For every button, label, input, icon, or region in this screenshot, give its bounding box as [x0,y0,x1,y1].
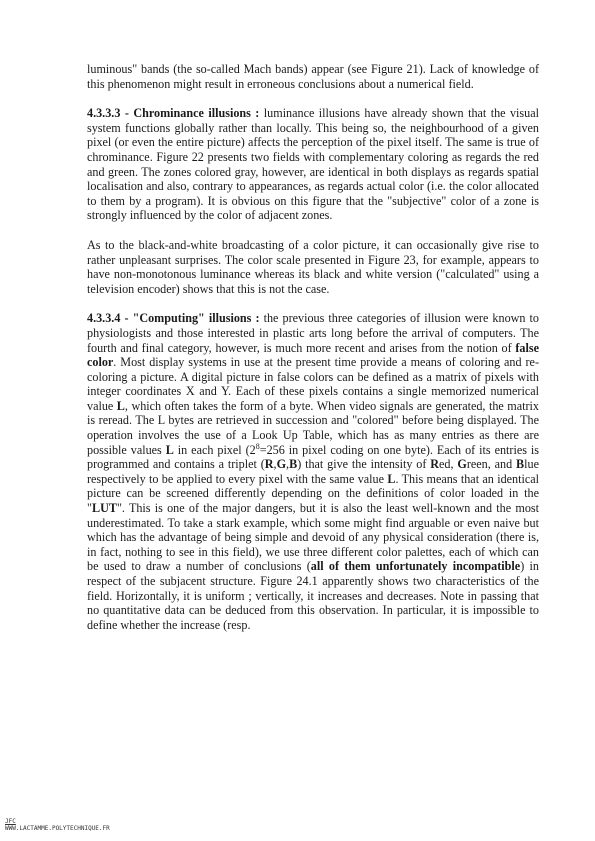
bold-text: Chrominance illusions : [133,106,260,121]
bold-text: "Computing" illusions : [132,311,260,326]
bold-text: LUT [91,501,117,516]
text-segment: , [273,457,277,472]
bold-text: 4.3.3.4 - [87,311,133,326]
text-segment: ) that give the intensity of [297,457,431,472]
bold-text: B [289,457,298,472]
text-segment: luminous" bands (the so-called Mach bands) appear (see Figure 21). Lack of knowledge of this phenomenon might result in erroneous conclusions about a numerical field. [87,62,539,91]
stamp-logo: JFC [5,818,16,825]
text-segment: ed, [439,457,458,472]
document-body [87,62,539,647]
text-segment: luminance illusions have already shown that the visual system functions globally rather than locally. This being so, the neighbourhood of a given pixel (or even the entire picture) affects the perception of the pixel itself. The same is true of chrominance. Figure 22 presents two fields with complementary coloring as regards the red and green. The zones colored gray, however, are identical in both displays as regards spatial localisation and also, contrary to appearances, as regards actual color (i.e. the color allocated to them by a program). It is obvious on this figure that the "subjective" color of a zone is strongly influenced by the color of adjacent zones. [87,106,539,223]
text-segment: As to the black-and-white broadcasting of a color picture, it can occasionally give rise to rather unpleasant surprises. The color scale presented in Figure 23, for example, appears to have non-monotonous luminance whereas its black and white version ("calculated" using a television encoder) shows that this is not the case. [87,237,539,296]
text-segment: . This means that an identical picture can be screened differently depending on the definitions of color loaded in the " [87,471,539,516]
text-segment: ". This is one of the major dangers, but it is also the least well-known and the most underestimated. To take a stark example, which some might find arguable or even naive but which has the advantage of being simple and devoid of any physical consideration (there is, in fact, nothing to see in this field), we use three different color palettes, each of which can be used to draw a number of conclusions ( [87,501,539,574]
bold-text: 4.3.3.3 - [87,106,134,121]
text-segment: , [286,457,290,472]
paragraph [87,62,539,91]
paragraph [87,238,539,296]
stamp-url: WWW.LACTAMME.POLYTECHNIQUE.FR [5,825,110,832]
bold-text: R [430,457,440,472]
superscript-text: 8 [255,441,260,451]
text-segment: =256 in pixel coding on one byte). Each of its entries is programmed and contains a triplet ( [87,442,539,472]
bold-text: L [165,442,174,457]
bold-text: G [276,457,287,472]
text-segment: lue respectively to be applied to every pixel with the same value [87,457,539,486]
text-segment: . Most display systems in use at the present time provide a means of coloring and re-coloring a picture. A digital picture in false colors can be defined as a matrix of pixels with integer coordinates X and Y. Each of these pixels contains a single memorized numerical value [87,355,539,413]
bold-text: L [387,471,396,486]
bold-text: false color [87,340,539,370]
text-segment: reen, and [466,457,517,472]
paragraph [87,106,539,223]
footer-stamp [5,818,110,832]
paragraph [87,311,539,632]
bold-text: all of them unfortunately incompatible [310,559,521,574]
bold-text: L [116,398,125,413]
text-segment: the previous three categories of illusion were known to physiologists and those interested in plastic arts long before the arrival of computers. The fourth and final category, however, is much more recent and arises from the notion of [87,311,540,355]
bold-text: G [457,457,467,472]
text-segment: ) in respect of the subjacent structure. Figure 24.1 apparently shows two characteristics of the field. Horizontally, it is uniform ; vertically, it increases and decreases. Note in passing that no quantitative data can be deduced from this observation. In particular, it is impossible to define whether the increase (resp. [87,559,539,632]
bold-text: B [516,457,525,472]
text-segment: in each pixel (2 [173,442,256,457]
text-segment: , which often takes the form of a byte. When video signals are generated, the matrix is reread. The L bytes are retrieved in succession and "colored" before being displayed. The operation involves the use of a Look Up Table, which has as many entries as there are possible values [87,398,539,457]
bold-text: R [264,457,274,472]
